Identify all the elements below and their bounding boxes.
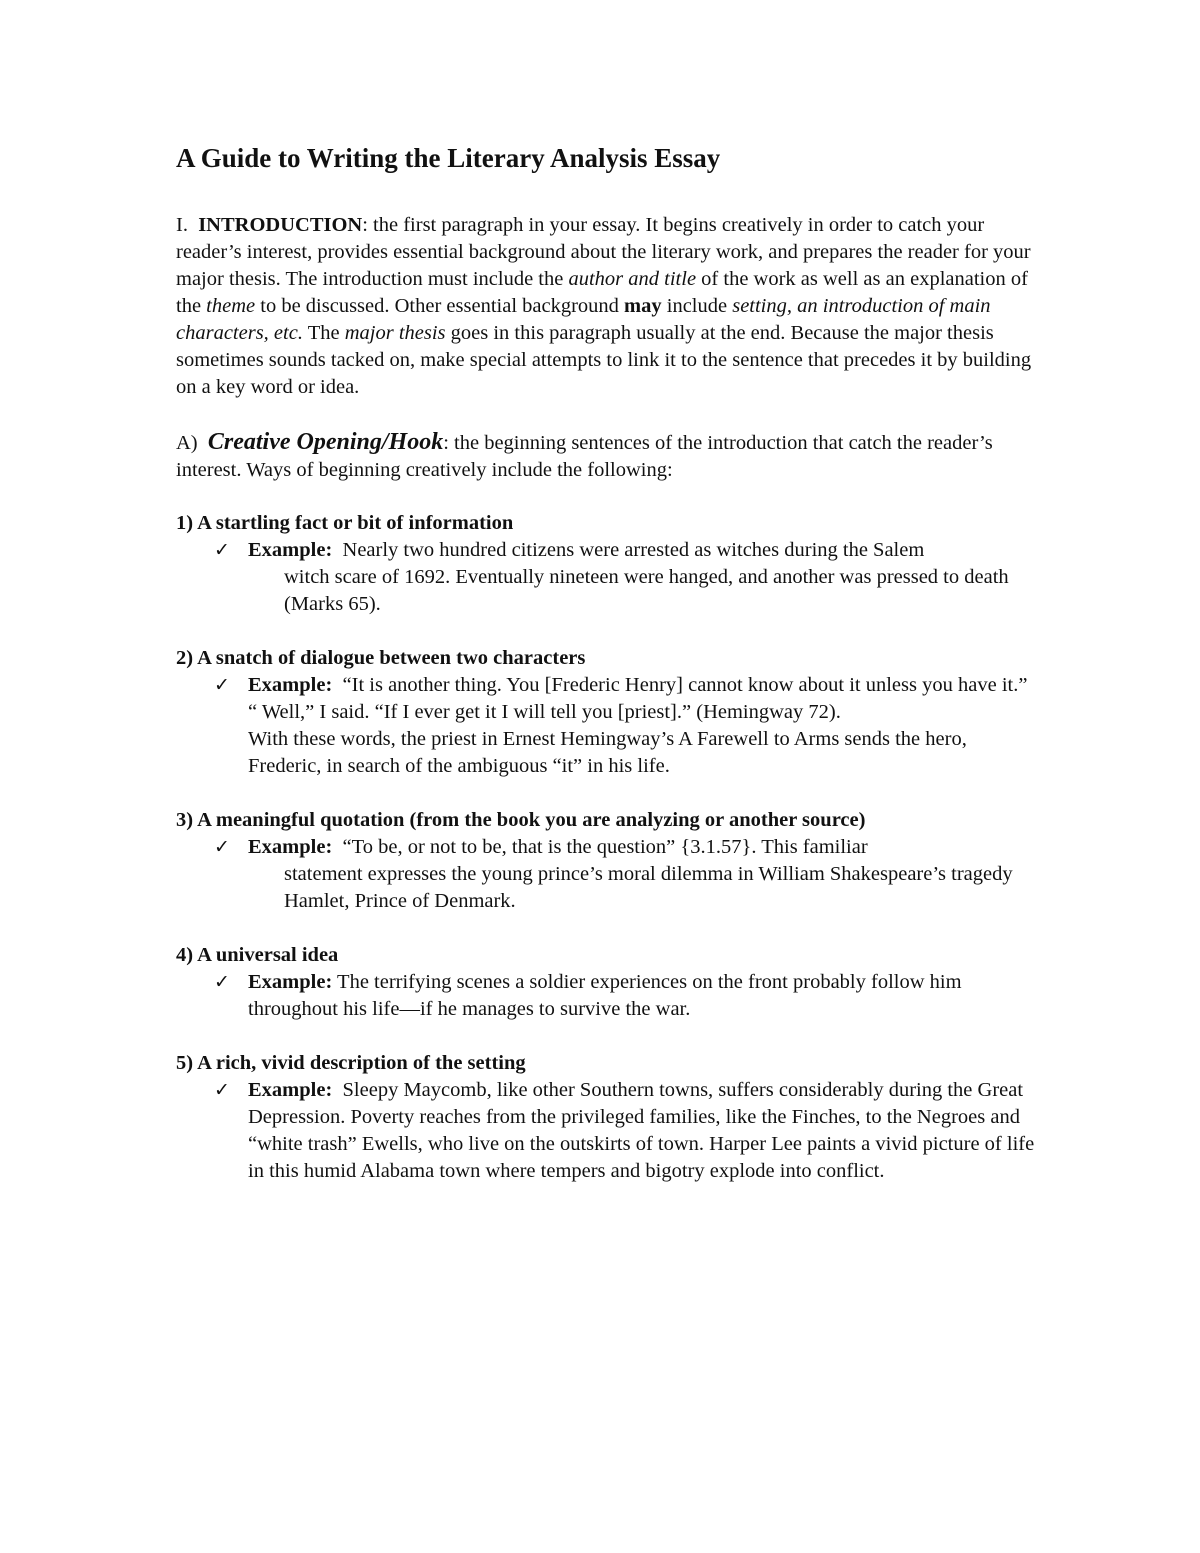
intro-text-1: : the first paragraph in your essay. It begins creatively in order to catch your reader’s interest, provides essential background about the literary work, and prepares the reader for your major thesis. The introduction must include the — [176, 214, 1031, 290]
intro-bold-may: may — [624, 295, 662, 317]
section-quotation — [176, 807, 1036, 915]
example-label: Example: — [248, 1079, 333, 1101]
example-label: Example: — [248, 539, 333, 561]
example-label: Example: — [248, 674, 333, 696]
example-label: Example: — [248, 971, 333, 993]
intro-italic-author-title: author and title — [568, 268, 697, 290]
intro-italic-setting: setting, an introduction of main characters, etc. — [176, 295, 991, 344]
checkmark-icon: ✓ — [214, 836, 230, 858]
document-body — [176, 138, 1036, 1212]
hook-paragraph — [176, 429, 1036, 484]
intro-text-3: to be discussed. Other essential background — [255, 295, 625, 317]
intro-text-4: include — [661, 295, 733, 317]
section-heading: 3) A meaningful quotation (from the book you are analyzing or another source) — [176, 809, 866, 831]
checkmark-icon: ✓ — [214, 674, 230, 696]
section-setting-description — [176, 1050, 1036, 1185]
section-heading: 5) A rich, vivid description of the setting — [176, 1052, 526, 1074]
section-heading: 1) A startling fact or bit of information — [176, 512, 514, 534]
example-text: Nearly two hundred citizens were arrested as witches during the Salem — [342, 539, 925, 561]
hook-title: Creative Opening/Hook — [207, 429, 444, 455]
section-startling-fact — [176, 510, 1036, 618]
example-text: Sleepy Maycomb, like other Southern towns, suffers considerably during the Great Depression. Poverty reaches from the privileged families, like the Finches, to the Negroes and “white trash” Ewells, who live on the outskirts of town. Harper Lee paints a vivid picture of life in this humid Alabama town where tempers and bigotry explode into conflict. — [248, 1079, 1035, 1182]
intro-text-6: goes in this paragraph usually at the end. Because the major thesis sometimes sounds tacked on, make special attempts to link it to the sentence that precedes it by building on a key word or idea. — [176, 322, 1032, 398]
document-title: A Guide to Writing the Literary Analysis Essay — [176, 143, 721, 173]
intro-heading: INTRODUCTION — [198, 214, 363, 236]
example-text-continued: witch scare of 1692. Eventually nineteen were hanged, and another was pressed to death (Marks 65). — [284, 566, 1009, 615]
example-item — [176, 969, 1036, 1023]
example-commentary: With these words, the priest in Ernest Hemingway’s A Farewell to Arms sends the hero, Frederic, in search of the ambiguous “it” in his life. — [248, 728, 967, 777]
example-item — [176, 834, 1036, 915]
introduction-paragraph — [176, 212, 1036, 401]
section-dialogue — [176, 645, 1036, 780]
hook-text: : the beginning sentences of the introduction that catch the reader’s interest. Ways of beginning creatively include the following: — [176, 432, 993, 481]
example-label: Example: — [248, 836, 333, 858]
checkmark-icon: ✓ — [214, 1079, 230, 1101]
example-item — [176, 537, 1036, 618]
section-universal-idea — [176, 942, 1036, 1023]
hook-label: A) — [176, 432, 198, 454]
intro-italic-theme: theme — [206, 295, 256, 317]
intro-text-5: The — [302, 322, 345, 344]
checkmark-icon: ✓ — [214, 971, 230, 993]
section-heading: 2) A snatch of dialogue between two characters — [176, 647, 586, 669]
checkmark-icon: ✓ — [214, 539, 230, 561]
section-heading: 4) A universal idea — [176, 944, 339, 966]
example-item — [176, 1077, 1036, 1185]
example-text: “To be, or not to be, that is the question” {3.1.57}. This familiar — [342, 836, 868, 858]
intro-number: I. — [176, 214, 188, 236]
example-dialogue-line: “ Well,” I said. “If I ever get it I will tell you [priest].” (Hemingway 72). — [248, 701, 841, 723]
example-item — [176, 672, 1036, 780]
example-text: The terrifying scenes a soldier experiences on the front probably follow him throughout his life—if he manages to survive the war. — [248, 971, 962, 1020]
example-text: “It is another thing. You [Frederic Henry] cannot know about it unless you have it.” — [342, 674, 1028, 696]
intro-italic-major-thesis: major thesis — [344, 322, 446, 344]
intro-text-2: of the work as well as an explanation of the — [176, 268, 1028, 317]
example-text-continued: statement expresses the young prince’s moral dilemma in William Shakespeare’s tragedy Hamlet, Prince of Denmark. — [284, 863, 1013, 912]
